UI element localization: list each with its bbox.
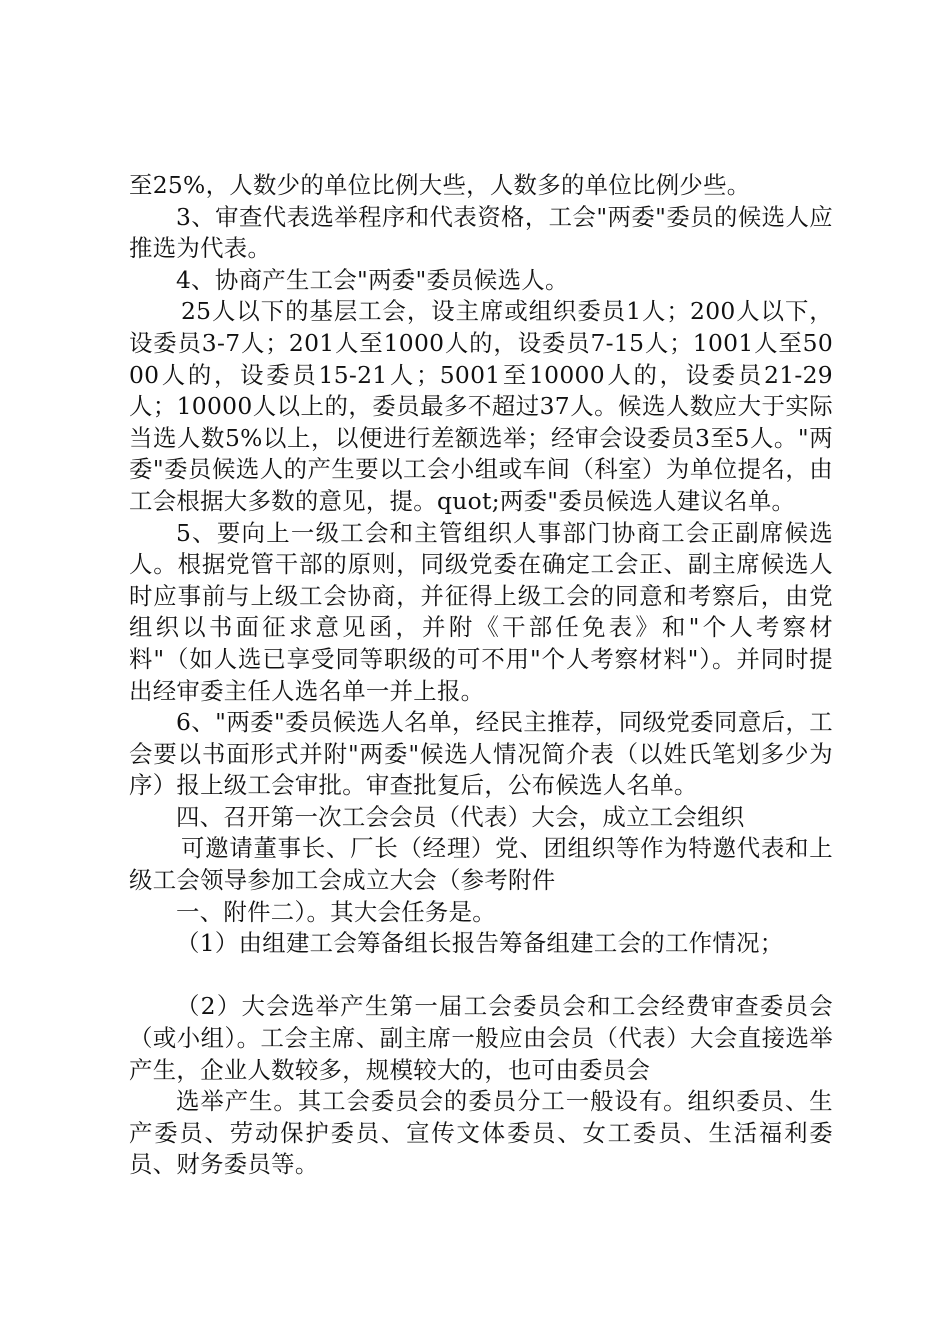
paragraph-item-3: 3、审查代表选举程序和代表资格，工会"两委"委员的候选人应推选为代表。: [129, 202, 833, 263]
paragraph-committee-size: 25人以下的基层工会，设主席或组织委员1人；200人以下，设委员3-7人；201人至1000人的，设委员7-15人；1001人至5000人的，设委员15-21人；5001至10000人的，设委员21-29人；10000人以上的，委员最多不超过37人。候选人数应大于实际当选人数5%以上，以便进行差额选举；经审会设委员3至5人。"两委"委员候选人的产生要以工会小组或车间（科室）为单位提名，由工会根据大多数的意见，提。quot;两委"委员候选人建议名单。: [129, 297, 833, 515]
paragraph-item-4: 4、协商产生工会"两委"委员候选人。: [176, 265, 569, 294]
paragraph-invited-delegates: 可邀请董事长、厂长（经理）党、团组织等作为特邀代表和上级工会领导参加工会成立大会（参考附件: [129, 834, 833, 895]
document-body: [129, 170, 833, 1181]
paragraph-item-5: 5、要向上一级工会和主管组织人事部门协商工会正副席候选人。根据党管干部的原则，同级党委在确定工会正、副主席候选人时应事前与上级工会协商，并征得上级工会的同意和考察后，由党组织以书面征求意见函，并附《干部任免表》和"个人考察材料"（如人选已享受同等职级的可不用"个人考察材料"）。并同时提出经审委主任人选名单一并上报。: [129, 518, 833, 705]
paragraph-ratio: 至25%，人数少的单位比例大些，人数多的单位比例少些。: [129, 171, 751, 199]
paragraph-committee-roles: 选举产生。其工会委员会的委员分工一般设有。组织委员、生产委员、劳动保护委员、宣传文体委员、女工委员、生活福利委员、财务委员等。: [129, 1087, 833, 1179]
section-heading-four: 四、召开第一次工会会员（代表）大会，成立工会组织: [176, 802, 745, 831]
paragraph-item-6: 6、"两委"委员候选人名单，经民主推荐，同级党委同意后，工会要以书面形式并附"两委"候选人情况简介表（以姓氏笔划多少为序）报上级工会审批。审查批复后，公布候选人名单。: [129, 708, 833, 800]
paragraph-task-1: （1）由组建工会筹备组长报告筹备组建工会的工作情况；: [176, 929, 784, 958]
paragraph-task-2: （2）大会选举产生第一届工会委员会和工会经费审查委员会（或小组）。工会主席、副主席一般应由会员（代表）大会直接选举产生，企业人数较多，规模较大的，也可由委员会: [129, 992, 833, 1084]
paragraph-attachments: 一、附件二）。其大会任务是。: [176, 897, 496, 926]
